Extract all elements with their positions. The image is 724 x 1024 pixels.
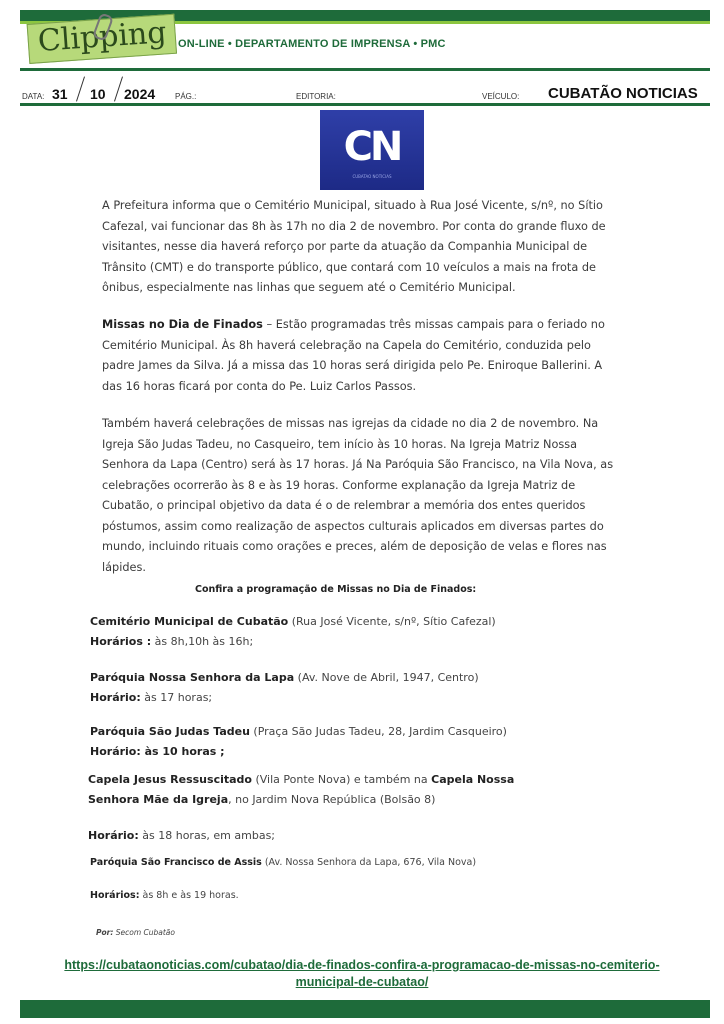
entry-hours: às 8h e às 19 horas.	[139, 890, 239, 901]
entry-name: Paróquia São Judas Tadeu	[90, 725, 250, 738]
entry-hours: às 8h,10h às 16h;	[151, 635, 254, 648]
schedule-entry-1	[90, 612, 530, 652]
editoria-label: EDITORIA:	[296, 92, 336, 101]
page-label: PÁG.:	[175, 92, 197, 101]
entry-address: (Av. Nove de Abril, 1947, Centro)	[294, 671, 479, 684]
author-credit	[96, 928, 175, 937]
article-paragraph-3: Também haverá celebrações de missas nas igrejas da cidade no dia 2 de novembro. Na Igreja São Judas Tadeu, no Casqueiro, tem início às 10 horas. Na Igreja Matriz Nossa Senhora da Lapa (Centro) será às 17 horas. Já Na Paróquia São Francisco, na Vila Nova, as celebrações ocorrerão às 8 e às 19 horas. Conforme explanação da Igreja Matriz de Cubatão, o principal objetivo da data é o de relembrar a memória dos entes queridos póstumos, assim como realização de aspectos culturais aplicados em diversas partes do mundo, incluindo rituais como orações e preces, além de deposição de velas e flores nas lápides.	[102, 417, 614, 574]
date-label: DATA:	[22, 92, 45, 101]
author-label: Por:	[96, 928, 114, 937]
entry-name: Cemitério Municipal de Cubatão	[90, 615, 289, 628]
entry-name: Capela Jesus Ressuscitado	[88, 773, 252, 786]
article-paragraph-1: A Prefeitura informa que o Cemitério Municipal, situado à Rua José Vicente, s/nº, no Sítio Cafezal, vai funcionar das 8h às 17h no dia 2 de novembro. Por conta do grande fluxo de visitantes, nesse dia haverá reforço por parte da atuação da Companhia Municipal de Trânsito (CMT) e do transporte público, que contará com 10 veículos a mais na frota de ônibus, especialmente nas linhas que seguem até o Cemitério Municipal.	[102, 199, 606, 294]
entry-name: Paróquia Nossa Senhora da Lapa	[90, 671, 295, 684]
entry-hours-label: Horários :	[90, 635, 152, 648]
veiculo-label: VEÍCULO:	[482, 92, 520, 101]
entry-hours-label: Horário:	[88, 829, 139, 842]
entry-hours: às 17 horas;	[140, 691, 213, 704]
schedule-entry-3	[90, 722, 530, 762]
schedule-entry-5	[90, 856, 560, 870]
header-subtitle: ON-LINE • DEPARTAMENTO DE IMPRENSA • PMC	[178, 38, 446, 50]
entry-address: (Praça São Judas Tadeu, 28, Jardim Casqueiro)	[249, 725, 507, 738]
entry-hours-label: Horário:	[90, 691, 141, 704]
schedule-entry-4-hours	[88, 826, 558, 846]
date-separator	[76, 76, 85, 101]
date-year: 2024	[124, 86, 156, 102]
schedule-title: Confira a programação de Missas no Dia de Finados:	[195, 584, 477, 595]
clipping-logo-text: Clipping	[36, 15, 168, 59]
entry-middle: (Vila Ponte Nova) e também na	[251, 773, 432, 786]
entry-hours-label: Horários:	[90, 890, 140, 901]
logo-small-text: CUBATAO NOTICIAS	[352, 174, 392, 179]
article-paragraph-2	[102, 315, 622, 397]
vehicle-name: CUBATÃO NOTICIAS	[548, 85, 698, 102]
meta-divider	[20, 103, 710, 106]
entry-address: (Rua José Vicente, s/nº, Sítio Cafezal)	[288, 615, 496, 628]
entry-hours: às 10 horas ;	[140, 745, 225, 758]
cubatao-noticias-logo	[320, 110, 424, 190]
header-divider	[20, 68, 710, 71]
entry-address: (Av. Nossa Senhora da Lapa, 676, Vila Nova)	[261, 857, 477, 868]
entry-name-2: Capela Nossa Senhora Mãe da Igreja	[88, 773, 515, 806]
schedule-entry-4	[88, 770, 558, 810]
entry-hours-label: Horário:	[90, 745, 141, 758]
author-name: Secom Cubatão	[113, 928, 175, 937]
entry-name: Paróquia São Francisco de Assis	[90, 857, 262, 868]
paragraph-text: – Estão programadas três missas campais para o feriado no Cemitério Municipal. Às 8h haverá celebração na Capela do Cemitério, conduzida pelo padre James da Silva. Já a missa das 10 horas será dirigida pelo Pe. Eniroque Ballerini. A das 16 horas ficará por conta do Pe. Luiz Carlos Passos.	[102, 318, 605, 393]
footer-green-bar	[20, 1000, 710, 1018]
source-link[interactable]: https://cubataonoticias.com/cubatao/dia-de-finados-confira-a-programacao-de-missas-no-cemiterio-municipal-de-cubatao/	[64, 958, 660, 989]
entry-hours: às 18 horas, em ambas;	[138, 829, 276, 842]
schedule-entry-2	[90, 668, 530, 708]
logo-letters: CN	[343, 124, 401, 170]
date-separator	[114, 76, 123, 101]
schedule-entry-5-hours	[90, 889, 560, 903]
date-day: 31	[52, 86, 68, 102]
date-month: 10	[90, 86, 106, 102]
section-heading: Missas no Dia de Finados	[102, 318, 263, 331]
entry-address: , no Jardim Nova República (Bolsão 8)	[228, 793, 436, 806]
